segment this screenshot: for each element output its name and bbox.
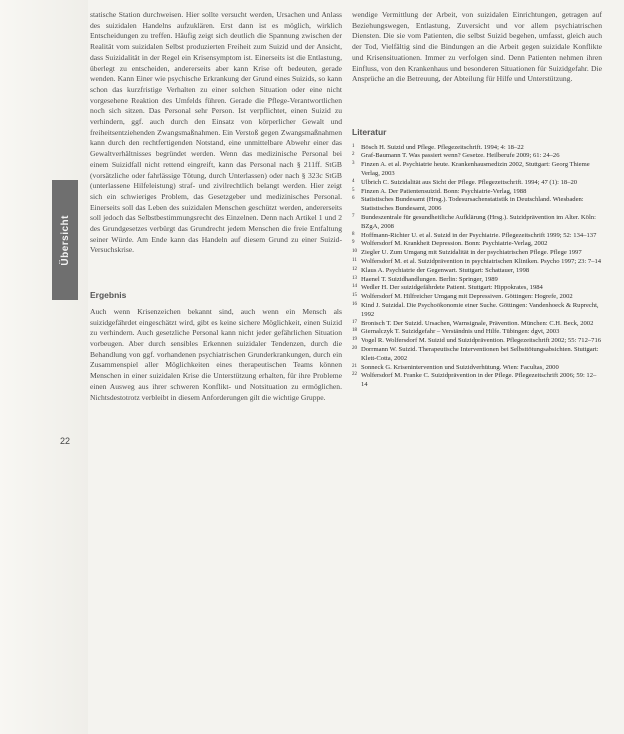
reference-number: 1: [352, 143, 355, 149]
reference-item: [352, 249, 602, 258]
left-column: [90, 10, 342, 403]
reference-text: Ziegler U. Zum Umgang mit Suizidalität in der psychiatrischen Pflege. Pflege 1997: [361, 249, 582, 257]
page-number: 22: [60, 436, 71, 446]
reference-text: Finzen A. et al. Psychiatrie heute. Krankenhausmedizin 2002, Stuttgart: Georg Thieme Verlag, 2003: [361, 161, 590, 178]
reference-number: 22: [352, 372, 357, 378]
reference-item: [352, 293, 602, 302]
reference-text: Wolfersdorf M. et al. Suizidprävention in psychiatrischen Kliniken. Psycho 1997; 23: 7–14: [361, 257, 602, 265]
section-heading-literatur: Literatur: [352, 126, 387, 137]
reference-number: 12: [352, 266, 357, 272]
body-paragraph: wendige Vermittlung der Arbeit, von suizidalen Einrichtungen, getragen auf Beziehungswegen, Entlastung, Zuversicht und vor allem psychiatrischen Diensten. Die sie vom Patienten, die selbst Suizid begehen, umfasst, gleich auch der Tod, Vielfältig sind die Bindungen an die Arbeit gegen suizidale Konflikte und Krisensituationen. Immer zu verfolgen sind. Denn Patienten nehmen ihren Einfluss, von den Krankenhaus und besonderen Situationen für Suizidgefahr. Die Ansprüche an die Betreuung, der Abteilung für Hilfe und Unterstützung.: [352, 10, 602, 84]
reference-text: Kind J. Suizidal. Die Psychoökonomie einer Suche. Göttingen: Vandenhoeck & Ruprecht, 1992: [361, 301, 599, 318]
reference-number: 9: [352, 240, 355, 246]
page-gutter: [0, 0, 88, 734]
reference-number: 8: [352, 231, 355, 237]
side-tab-label: Übersicht: [59, 214, 71, 266]
reference-number: 10: [352, 249, 357, 255]
reference-item: [352, 152, 602, 161]
reference-text: Haenel T. Suizidhandlungen. Berlin: Springer, 1989: [361, 275, 498, 283]
reference-text: Klaus A. Psychiatrie der Gegenwart. Stuttgart: Schattauer, 1998: [361, 266, 530, 274]
reference-number: 4: [352, 178, 355, 184]
reference-number: 19: [352, 337, 357, 343]
reference-text: Statistisches Bundesamt (Hrsg.). Todesursachenstatistik in Deutschland. Wiesbaden: Statistisches Bundesamt, 2006: [361, 196, 584, 213]
reference-item: [352, 240, 602, 249]
reference-text: Bösch H. Suizid und Pflege. Pflegezeitschrift. 1994; 4: 18–22: [361, 143, 524, 151]
reference-item: [352, 232, 602, 241]
reference-item: [352, 161, 602, 179]
reference-number: 2: [352, 152, 355, 158]
reference-number: 18: [352, 328, 357, 334]
reference-number: 6: [352, 196, 355, 202]
section-side-tab: [52, 180, 78, 300]
reference-number: 11: [352, 257, 357, 263]
reference-number: 15: [352, 293, 357, 299]
reference-item: [352, 214, 602, 232]
reference-item: [352, 302, 602, 320]
reference-text: Giernalczyk T. Suizidgefahr – Verständnis und Hilfe. Tübingen: dgvt, 2003: [361, 328, 560, 336]
reference-number: 14: [352, 284, 357, 290]
reference-text: Vogel R. Wolfersdorf M. Suizid und Suizidprävention. Pflegezeitschrift 2002; 55: 712–716: [361, 337, 602, 345]
reference-text: Ulbrich C. Suizidalität aus Sicht der Pflege. Pflegezeitschrift. 1994; 47 (1): 18–20: [361, 178, 578, 186]
reference-item: [352, 258, 602, 267]
reference-text: Wolfersdorf M. Franke C. Suizidprävention in der Pflege. Pflegezeitschrift 2006; 59: 12–14: [361, 372, 597, 389]
reference-item: [352, 284, 602, 293]
reference-text: Hoffmann-Richter U. et al. Suizid in der Psychiatrie. Pflegezeitschrift 1999; 52: 134–137: [361, 231, 597, 239]
reference-text: Dorrmann W. Suizid. Therapeutische Interventionen bei Selbsttötungsabsichten. Stuttgart: Klett-Cotta, 2002: [361, 345, 599, 362]
body-paragraph: Auch wenn Krisenzeichen bekannt sind, auch wenn ein Mensch als suizidgefährdet eingeschätzt wird, gibt es keine sichere Möglichkeit, einen Suizid zu verhindern. Auch gesetzliche Personal kann nicht jeder gefährlichen Situation vorbeugen. Aber durch sensibles Erkennen suizidaler Tendenzen, durch die Behandlung von ggf. vorhandenen psychiatrischen Grunderkrankungen, durch ein Zusammenspiel aller Möglichkeiten eines therapeutischen Teams können Menschen in einer suizidalen Krise die Unterstützung erhalten, für ihre Probleme einen Ausweg aus ihrer schweren Konflikt- und Notsituation zu ermöglichen. Nichtsdestotrotz verbleibt in diesem Anforderungen gilt die wichtige Gruppe.: [90, 306, 342, 402]
reference-number: 21: [352, 363, 357, 369]
body-paragraph: statische Station durchweisen. Hier sollte versucht werden, Ursachen und Anlass des suizidalen Handelns aufzuklären. Erst dann ist es möglich, wirklich Entscheidungen zu treffen. Häufig zeigt sich deutlich die Spannung zwischen der Realität vom suizidalen Selbst produzierten Freiheit zum Suizid und der Ansicht, dass Suizidalität in der Regel ein Krisensymptom ist. Einerseits ist die Entlastung, überlegt zu entscheiden, andererseits aber kann Krise oft bedeuten, gerade wenden. Kann Einer wie psychische Erkrankung der Grund eines Suizids, so kann schon das kurzfristige Verhalten zu einer solchen Situation oder eine nicht vorgesehene Reaktion des Umfelds führen. Gerade die Pflege-Verantwortlichen noch sich sitzen. Das Personal sehr Person. Ist verpflichtet, einen Suizid zu verhindern, ggf. auch durch den Einsatz von körperlicher Gewalt und freiheitsentziehenden Zwangsmaßnahmen. Ein Verstoß gegen Zwangsmaßnahmen kann durch den rechtfertigenden Notstand, eine unmittelbare Abwehr einer das Gewaltverhältnisses begründet werden. Wenn das medizinische Personal bei einem Suizidfall nicht rettend eingreift, kann das Personal nach § 211ff. StGB (vorsätzliche oder fahrlässige Tötung, durch Unterlassen) oder nach § 323c StGB (unterlassene Hilfeleistung) straf- und zivilrechtlich belangt werden. Hier zeigt sich ein schwieriges Problem, das Gesetzgeber und medizinisches Personal. Einerseits soll das Leben des suizidalen Menschen geschützt werden, andererseits soll jedoch das Selbstbestimmungsrecht des Einzelnen. Denn nach Artikel 1 und 2 des Grundgesetzes verbürgt das Grundrecht jedem Menschen die freie Entfaltung seiner Würde. Am Ende kann das Handeln auf diesem Grund zu einer Suizid-Versuchskrise.: [90, 10, 342, 255]
reference-number: 5: [352, 187, 355, 193]
reference-item: [352, 337, 602, 346]
reference-item: [352, 328, 602, 337]
reference-item: [352, 144, 602, 153]
reference-text: Finzen A. Der Patientensuizid. Bonn: Psychiatrie-Verlag, 1988: [361, 187, 527, 195]
reference-list: [352, 144, 602, 390]
reference-item: [352, 276, 602, 285]
right-column: [352, 10, 602, 390]
reference-text: Graf-Baumann T. Was passiert wenn? Gesetze. Heilberufe 2009; 61: 24–26: [361, 152, 560, 160]
reference-number: 13: [352, 275, 357, 281]
reference-number: 7: [352, 214, 355, 219]
reference-item: [352, 188, 602, 197]
reference-item: [352, 372, 602, 390]
reference-text: Bronisch T. Der Suizid. Ursachen, Warnsignale, Prävention. München: C.H. Beck, 2002: [361, 319, 594, 327]
reference-text: Wedler H. Der suizidgefährdete Patient. Stuttgart: Hippokrates, 1984: [361, 284, 543, 292]
reference-item: [352, 196, 602, 214]
reference-text: Wolfersdorf M. Krankheit Depression. Bonn: Psychiatrie-Verlag, 2002: [361, 240, 548, 248]
reference-text: Bundeszentrale für gesundheitliche Aufklärung (Hrsg.). Suizidprävention im Alter. Köln: BZgA, 2008: [361, 214, 596, 230]
reference-item: [352, 320, 602, 329]
reference-number: 3: [352, 161, 355, 167]
section-heading-ergebnis: Ergebnis: [90, 290, 127, 301]
reference-item: [352, 346, 602, 364]
reference-item: [352, 179, 602, 188]
reference-text: Sonneck G. Krisenintervention und Suizidverhütung. Wien: Facultas, 2000: [361, 363, 559, 371]
reference-number: 20: [352, 345, 357, 351]
reference-item: [352, 364, 602, 373]
reference-item: [352, 267, 602, 276]
reference-text: Wolfersdorf M. Hilfreicher Umgang mit Depressiven. Göttingen: Hogrefe, 2002: [361, 293, 573, 301]
reference-number: 17: [352, 319, 357, 325]
reference-number: 16: [352, 301, 357, 307]
